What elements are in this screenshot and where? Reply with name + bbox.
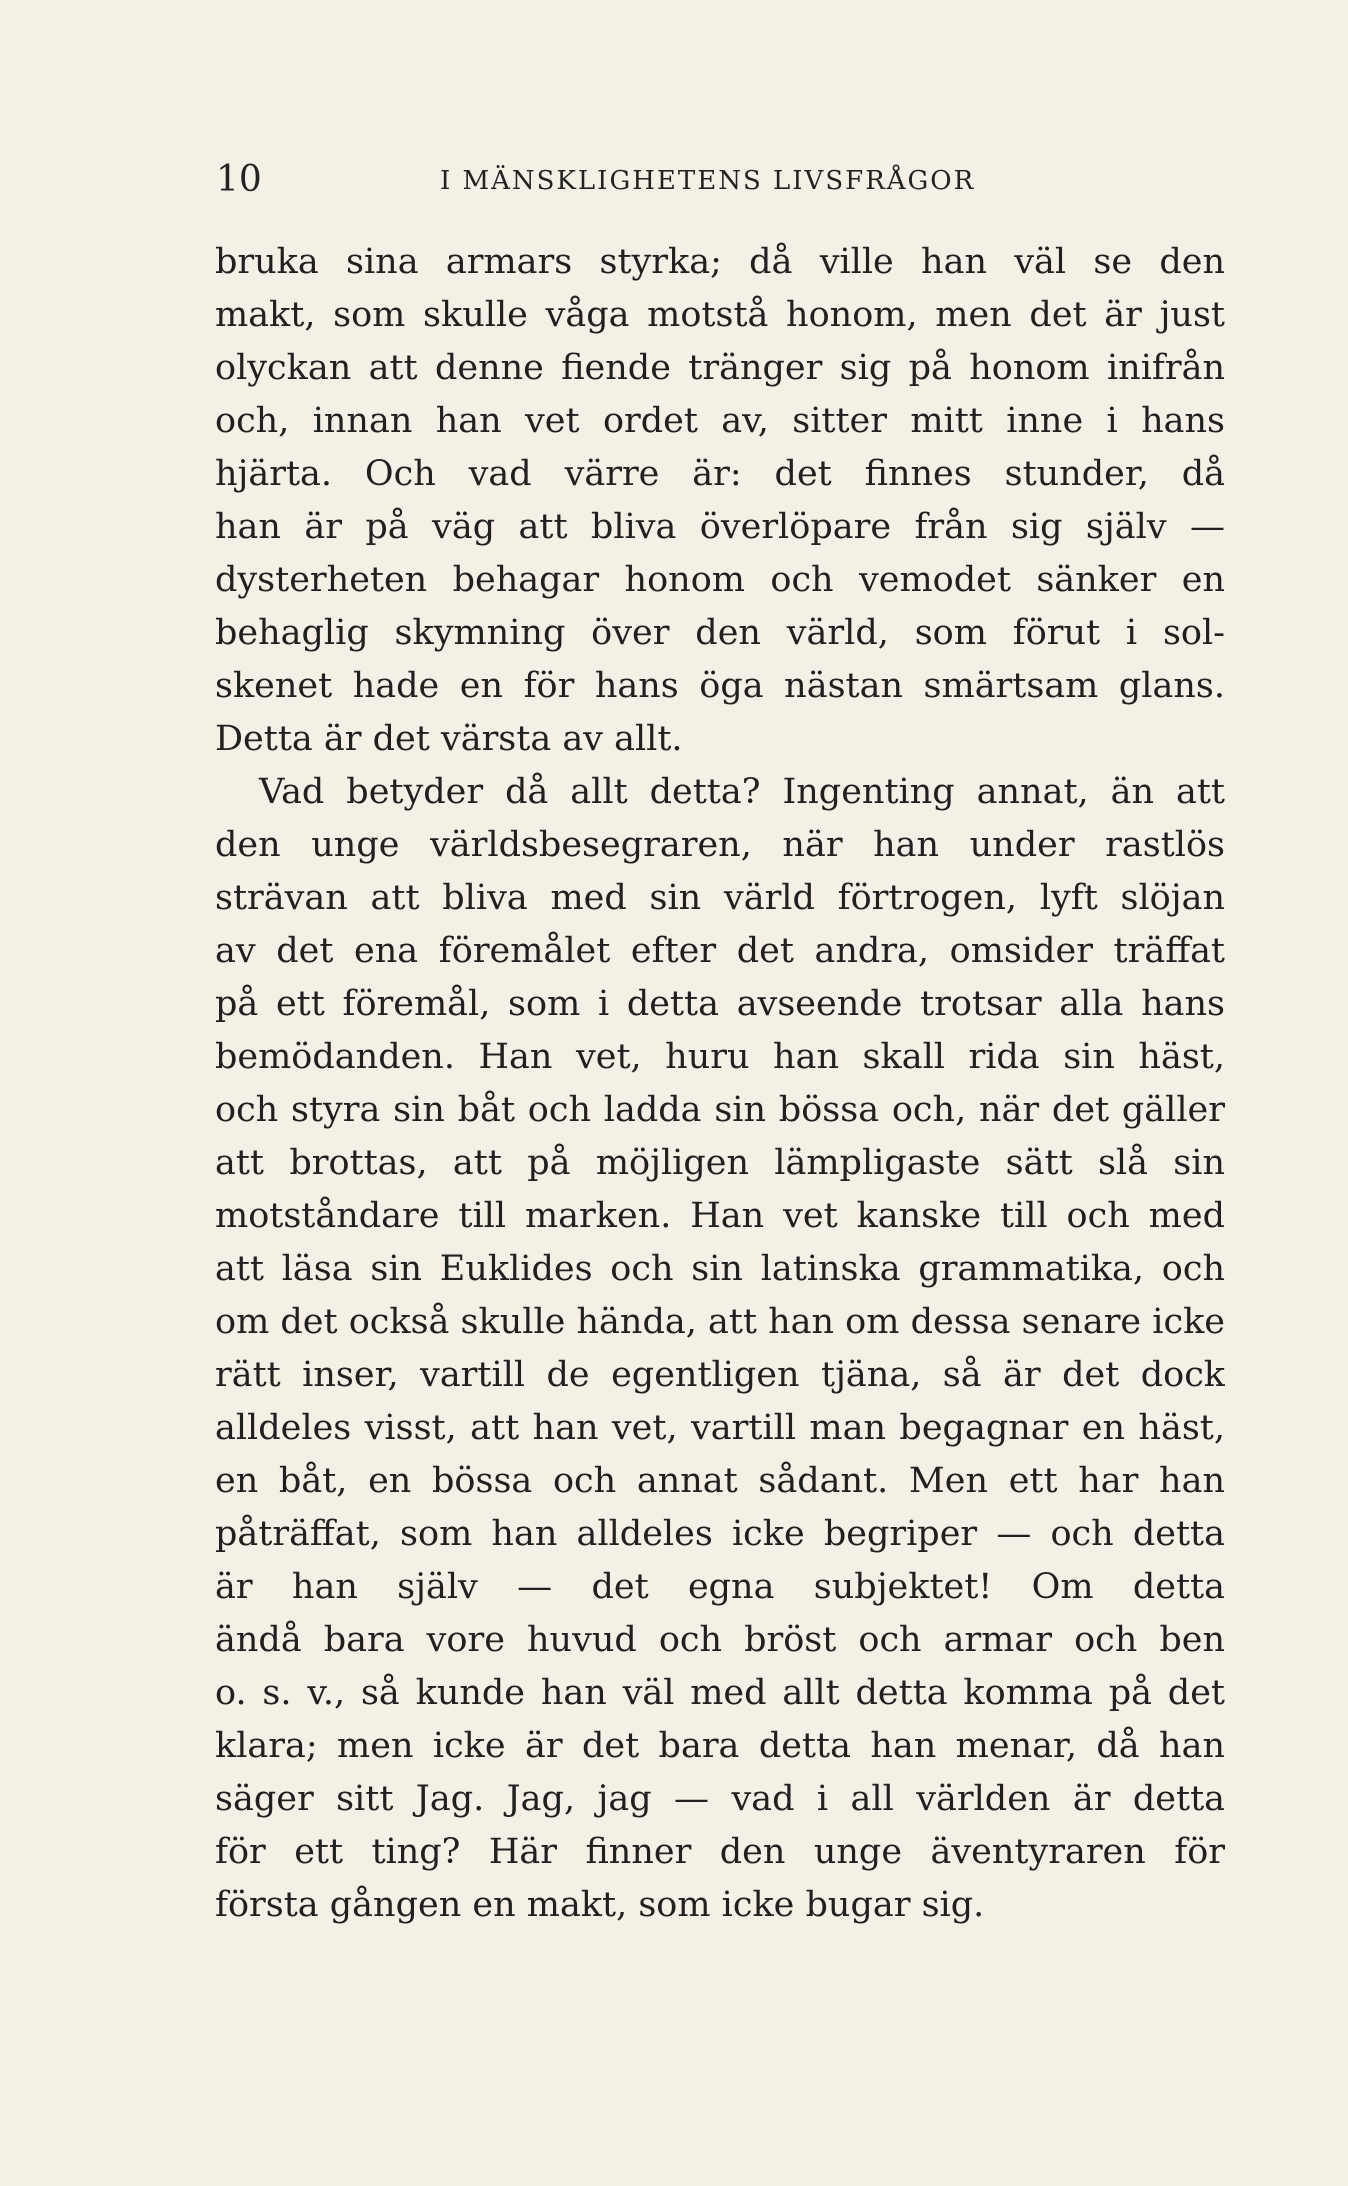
text-line: för ett ting? Här finner den unge äventyraren för bbox=[215, 1832, 1225, 1872]
paragraph-end-line: första gången en makt, som icke bugar sig. bbox=[215, 1885, 985, 1925]
text-line: att brottas, att på möjligen lämpligaste sätt slå sin bbox=[215, 1143, 1225, 1183]
text-line: alldeles visst, att han vet, vartill man begagnar en häst, bbox=[215, 1408, 1225, 1448]
page-number: 10 bbox=[216, 159, 262, 200]
text-line: o. s. v., så kunde han väl med allt detta komma på det bbox=[215, 1673, 1225, 1713]
text-line: hjärta. Och vad värre är: det finnes stunder, då bbox=[215, 454, 1225, 494]
text-line: av det ena föremålet efter det andra, omsider träffat bbox=[215, 931, 1225, 971]
text-line: dysterheten behagar honom och vemodet sänker en bbox=[215, 560, 1225, 600]
text-line: om det också skulle hända, att han om dessa senare icke bbox=[215, 1302, 1225, 1342]
text-line: strävan att bliva med sin värld förtrogen, lyft slöjan bbox=[215, 878, 1225, 918]
text-line: är han själv — det egna subjektet! Om detta bbox=[215, 1567, 1225, 1607]
running-title: I MÄNSKLIGHETENS LIVSFRÅGOR bbox=[440, 166, 976, 196]
text-line: och styra sin båt och ladda sin bössa och, när det gäller bbox=[215, 1090, 1225, 1130]
text-line: motståndare till marken. Han vet kanske till och med bbox=[215, 1196, 1225, 1236]
paragraph-end-line: Detta är det värsta av allt. bbox=[215, 719, 683, 759]
text-line: olyckan att denne fiende tränger sig på honom inifrån bbox=[215, 348, 1225, 388]
text-line: bemödanden. Han vet, huru han skall rida sin häst, bbox=[215, 1037, 1225, 1077]
text-line: klara; men icke är det bara detta han menar, då han bbox=[215, 1726, 1225, 1766]
text-line: en båt, en bössa och annat sådant. Men ett har han bbox=[215, 1461, 1225, 1501]
text-line: på ett föremål, som i detta avseende trotsar alla hans bbox=[215, 984, 1225, 1024]
text-line: behaglig skymning över den värld, som förut i sol- bbox=[215, 613, 1225, 653]
text-line: bruka sina armars styrka; då ville han väl se den bbox=[215, 242, 1225, 282]
text-line: skenet hade en för hans öga nästan smärtsam glans. bbox=[215, 666, 1225, 706]
text-line: ändå bara vore huvud och bröst och armar och ben bbox=[215, 1620, 1225, 1660]
body-text bbox=[215, 236, 1225, 1932]
text-line: makt, som skulle våga motstå honom, men det är just bbox=[215, 295, 1225, 335]
text-line: han är på väg att bliva överlöpare från sig själv — bbox=[215, 507, 1225, 547]
paragraph-start-line: Vad betyder då allt detta? Ingenting annat, än att bbox=[259, 772, 1225, 812]
text-line: rätt inser, vartill de egentligen tjäna, så är det dock bbox=[215, 1355, 1225, 1395]
text-line: och, innan han vet ordet av, sitter mitt inne i hans bbox=[215, 401, 1225, 441]
text-line: säger sitt Jag. Jag, jag — vad i all världen är detta bbox=[215, 1779, 1225, 1819]
text-line: att läsa sin Euklides och sin latinska grammatika, och bbox=[215, 1249, 1225, 1289]
text-line: den unge världsbesegraren, när han under rastlös bbox=[215, 825, 1225, 865]
text-line: påträffat, som han alldeles icke begriper — och detta bbox=[215, 1514, 1225, 1554]
